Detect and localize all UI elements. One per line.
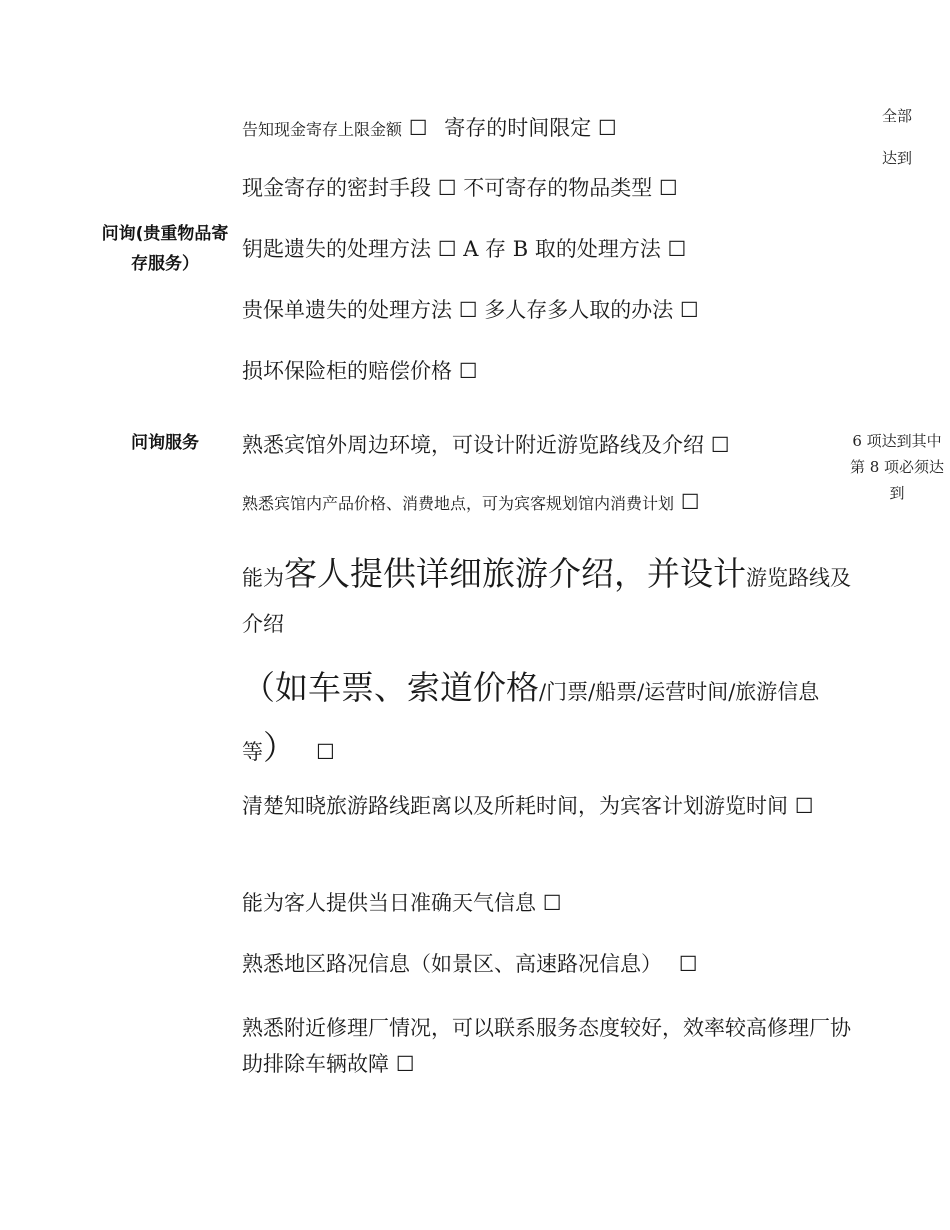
check-row-4 (242, 295, 699, 325)
category-valuables-storage (92, 219, 238, 279)
check-row-11 (242, 949, 698, 979)
tour-text-6: ） (263, 728, 296, 767)
checkbox[interactable]: ☐ (437, 237, 457, 261)
checkbox[interactable]: ☐ (597, 116, 617, 140)
requirement-line2: 达到 (881, 149, 912, 167)
item-text: 熟悉地区路况信息（如景区、高速路况信息） (242, 952, 662, 976)
check-row-3 (242, 234, 686, 264)
check-row-5 (242, 356, 478, 386)
category-label-line1: 问询(贵重物品寄 (101, 224, 229, 244)
category-label-line2: 存服务） (131, 254, 199, 274)
item-text: 不可寄存的物品类型 (463, 176, 653, 200)
requirement-line2: 第 8 项必须达 (849, 458, 945, 476)
checkbox[interactable]: ☐ (437, 176, 457, 200)
checkbox[interactable]: ☐ (710, 433, 730, 457)
check-row-9 (242, 788, 852, 824)
item-text: 寄存的时间限定 (444, 116, 592, 140)
item-text: 熟悉附近修理厂情况，可以联系服务态度较好，效率较高修理厂协助排除车辆故障 (242, 1016, 851, 1076)
requirement-line1: 6 项达到其中 (852, 432, 942, 450)
item-text: 现金寄存的密封手段 (242, 176, 431, 200)
check-row-1 (242, 113, 617, 145)
item-text: 贵保单遗失的处理方法 (242, 298, 452, 322)
requirement-six-items (846, 428, 948, 506)
checkbox[interactable]: ☐ (458, 359, 478, 383)
check-row-2 (242, 173, 678, 203)
item-text: 告知现金寄存上限金额 (242, 120, 403, 139)
category-inquiry-service: 问询服务 (131, 433, 199, 453)
check-row-8-tour (242, 551, 852, 647)
tour-text-2: 客人提供详细旅游介绍，并设计 (284, 554, 746, 593)
tour-text-3: 游览路线及介绍 (242, 566, 851, 636)
checkbox[interactable]: ☐ (678, 952, 698, 976)
tour-text-1: 能为 (242, 566, 284, 590)
check-row-6 (242, 430, 730, 460)
checkbox[interactable]: ☐ (542, 891, 562, 915)
item-text: 能为客人提供当日准确天气信息 (242, 891, 536, 915)
checkbox[interactable]: ☐ (458, 298, 478, 322)
requirement-all (862, 103, 932, 172)
checkbox[interactable]: ☐ (794, 794, 814, 818)
item-text: 熟悉宾馆内产品价格、消费地点，可为宾客规划馆内消费计划 (242, 494, 675, 513)
item-text: A 存 B 取的处理方法 (463, 237, 661, 261)
item-text: 多人存多人取的办法 (484, 298, 674, 322)
checkbox[interactable]: ☐ (679, 298, 699, 322)
checkbox[interactable]: ☐ (395, 1052, 415, 1076)
check-row-10 (242, 888, 562, 918)
requirement-line1: 全部 (881, 107, 912, 125)
checkbox[interactable]: ☐ (658, 176, 678, 200)
item-text: 熟悉宾馆外周边环境，可设计附近游览路线及介绍 (242, 433, 704, 457)
check-row-12 (242, 1010, 852, 1082)
requirement-line3: 到 (889, 484, 905, 502)
checkbox[interactable]: ☐ (408, 116, 428, 140)
item-text: 钥匙遗失的处理方法 (242, 237, 431, 261)
checkbox[interactable]: ☐ (667, 237, 687, 261)
checkbox[interactable]: ☐ (316, 740, 335, 764)
item-text: 清楚知晓旅游路线距离以及所耗时间，为宾客计划游览时间 (242, 794, 788, 818)
check-row-8-tour-continued (242, 660, 852, 780)
tour-text-5: /门票/船票/运营时间/旅游信息等 (242, 680, 820, 764)
check-row-7 (242, 487, 700, 519)
checkbox[interactable]: ☐ (680, 490, 700, 514)
tour-text-4: （如车票、索道价格 (242, 668, 539, 707)
item-text: 损坏保险柜的赔偿价格 (242, 359, 452, 383)
